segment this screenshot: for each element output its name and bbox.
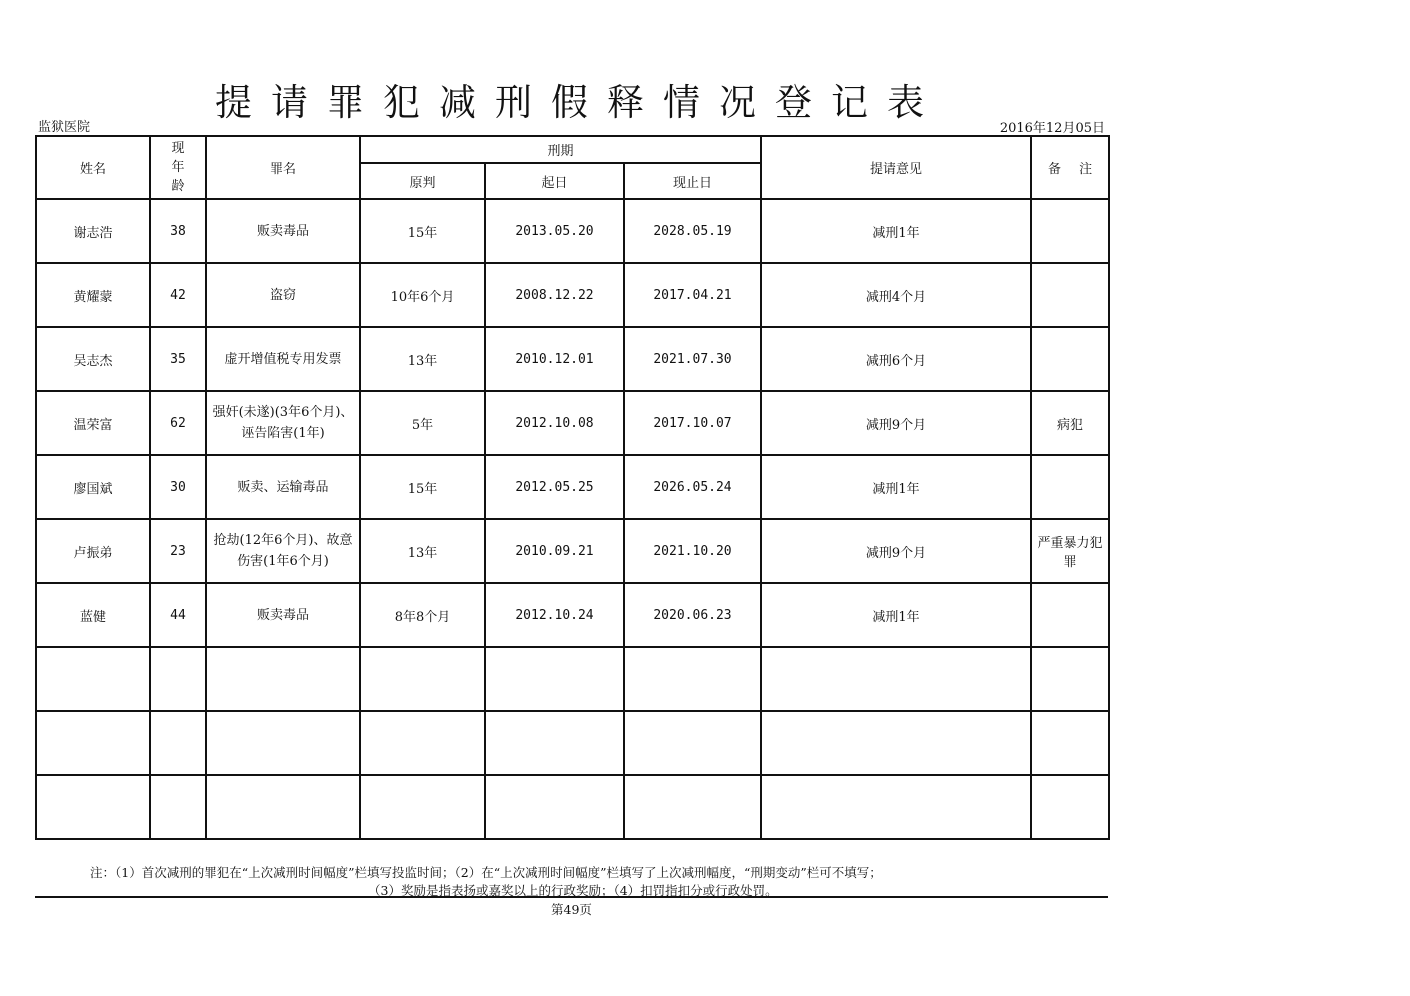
table-row [36, 391, 1109, 455]
cell-opinion: 减刑4个月 [761, 263, 1031, 327]
cell-opinion: 减刑1年 [761, 199, 1031, 263]
cell-opinion: 减刑6个月 [761, 327, 1031, 391]
cell-end-date: 2028.05.19 [624, 199, 761, 263]
cell-end-date: 2021.10.20 [624, 519, 761, 583]
header-crime: 罪名 [206, 136, 360, 199]
cell-crime: 贩卖、运输毒品 [206, 455, 360, 519]
cell-original-sentence: 13年 [360, 327, 485, 391]
cell-remark [1031, 263, 1109, 327]
cell-name: 卢振弟 [36, 519, 150, 583]
table-row [36, 263, 1109, 327]
cell-remark [1031, 647, 1109, 711]
cell-opinion: 减刑1年 [761, 455, 1031, 519]
cell-remark [1031, 455, 1109, 519]
cell-original-sentence: 8年8个月 [360, 583, 485, 647]
cell-crime [206, 711, 360, 775]
cell-age: 44 [150, 583, 206, 647]
cell-age [150, 647, 206, 711]
cell-opinion: 减刑1年 [761, 583, 1031, 647]
header-original: 原判 [360, 163, 485, 199]
header-end: 现止日 [624, 163, 761, 199]
cell-opinion [761, 711, 1031, 775]
cell-age [150, 775, 206, 839]
page-number: 第49页 [551, 902, 592, 917]
cell-crime: 贩卖毒品 [206, 583, 360, 647]
header-row [36, 136, 1109, 163]
cell-opinion [761, 647, 1031, 711]
cell-age: 35 [150, 327, 206, 391]
cell-crime [206, 647, 360, 711]
cell-age: 23 [150, 519, 206, 583]
table-row [36, 199, 1109, 263]
cell-remark [1031, 583, 1109, 647]
cell-remark [1031, 199, 1109, 263]
cell-crime: 贩卖毒品 [206, 199, 360, 263]
cell-end-date: 2026.05.24 [624, 455, 761, 519]
cell-name [36, 711, 150, 775]
cell-crime: 抢劫(12年6个月)、故意伤害(1年6个月) [206, 519, 360, 583]
cell-end-date [624, 647, 761, 711]
header-age [150, 136, 206, 199]
table-row [36, 327, 1109, 391]
cell-remark [1031, 775, 1109, 839]
cell-crime: 强奸(未遂)(3年6个月)、诬告陷害(1年) [206, 391, 360, 455]
cell-end-date: 2017.10.07 [624, 391, 761, 455]
table-row [36, 711, 1109, 775]
cell-end-date: 2017.04.21 [624, 263, 761, 327]
cell-age: 42 [150, 263, 206, 327]
header-name: 姓名 [36, 136, 150, 199]
cell-start-date: 2008.12.22 [485, 263, 624, 327]
cell-opinion: 减刑9个月 [761, 519, 1031, 583]
cell-name: 蓝健 [36, 583, 150, 647]
cell-end-date [624, 711, 761, 775]
cell-remark [1031, 327, 1109, 391]
note-line-1: 注：（1）首次减刑的罪犯在“上次减刑时间幅度”栏填写投监时间；（2）在“上次减刑时间幅度”栏填写了上次减刑幅度，“刑期变动”栏可不填写； [90, 865, 882, 880]
cell-name: 黄耀蒙 [36, 263, 150, 327]
cell-crime [206, 775, 360, 839]
cell-age: 38 [150, 199, 206, 263]
header-age-text: 现年龄 [171, 141, 185, 194]
cell-end-date [624, 775, 761, 839]
cell-start-date: 2013.05.20 [485, 199, 624, 263]
cell-remark [1031, 711, 1109, 775]
cell-original-sentence: 10年6个月 [360, 263, 485, 327]
table-row [36, 583, 1109, 647]
cell-name: 温荣富 [36, 391, 150, 455]
header-start: 起日 [485, 163, 624, 199]
cell-age: 62 [150, 391, 206, 455]
cell-end-date: 2021.07.30 [624, 327, 761, 391]
cell-name: 吴志杰 [36, 327, 150, 391]
cell-start-date: 2012.05.25 [485, 455, 624, 519]
cell-name: 廖国斌 [36, 455, 150, 519]
cell-start-date: 2010.12.01 [485, 327, 624, 391]
cell-start-date: 2012.10.24 [485, 583, 624, 647]
cell-remark: 严重暴力犯罪 [1031, 519, 1109, 583]
cell-original-sentence: 5年 [360, 391, 485, 455]
cell-start-date [485, 775, 624, 839]
cell-original-sentence [360, 711, 485, 775]
header-opinion: 提请意见 [761, 136, 1031, 199]
cell-start-date: 2010.09.21 [485, 519, 624, 583]
cell-crime: 虚开增值税专用发票 [206, 327, 360, 391]
table-row [36, 647, 1109, 711]
note-line-2: （3）奖励是指表扬或嘉奖以上的行政奖励；（4）扣罚指扣分或行政处罚。 [368, 883, 778, 898]
cell-original-sentence [360, 647, 485, 711]
header-sentence: 刑期 [360, 136, 761, 163]
cell-opinion [761, 775, 1031, 839]
cell-original-sentence: 15年 [360, 199, 485, 263]
cell-start-date: 2012.10.08 [485, 391, 624, 455]
registration-table [35, 135, 1110, 840]
cell-original-sentence [360, 775, 485, 839]
cell-age: 30 [150, 455, 206, 519]
cell-start-date [485, 711, 624, 775]
table-row [36, 455, 1109, 519]
cell-name [36, 647, 150, 711]
table-row [36, 519, 1109, 583]
cell-remark: 病犯 [1031, 391, 1109, 455]
cell-name: 谢志浩 [36, 199, 150, 263]
cell-opinion: 减刑9个月 [761, 391, 1031, 455]
cell-original-sentence: 13年 [360, 519, 485, 583]
cell-age [150, 711, 206, 775]
page-title: 提请罪犯减刑假释情况登记表 [215, 81, 943, 124]
cell-original-sentence: 15年 [360, 455, 485, 519]
cell-start-date [485, 647, 624, 711]
organization-label: 监狱医院 [38, 120, 91, 135]
cell-crime: 盗窃 [206, 263, 360, 327]
header-remark: 备 注 [1031, 136, 1109, 199]
cell-end-date: 2020.06.23 [624, 583, 761, 647]
table-row [36, 775, 1109, 839]
footer-rule [35, 896, 1108, 898]
cell-name [36, 775, 150, 839]
date-label: 2016年12月05日 [999, 121, 1105, 136]
